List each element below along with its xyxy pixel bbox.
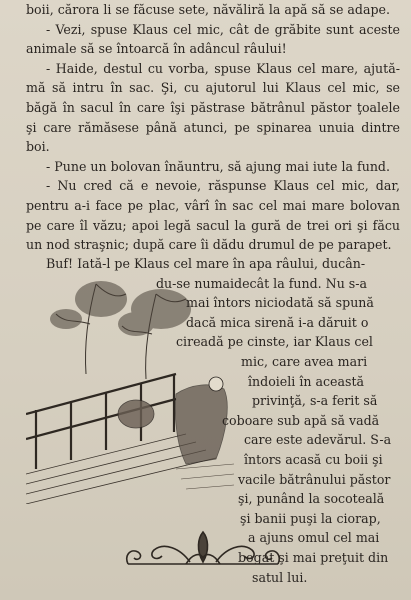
text-line: care este adevărul. S-a: [244, 432, 392, 448]
text-line: vacile bătrânului păstor: [238, 471, 391, 487]
text-line: satul lui.: [252, 569, 308, 585]
paragraph-4: - Pune un bolovan înăuntru, să ajung mai iute la fund.: [46, 158, 390, 174]
text-line: dacă mica sirenă i-a dăruit o: [186, 314, 369, 330]
text-line: şi, punând la socoteală: [238, 491, 385, 507]
body-text-top: [26, 0, 400, 255]
decorative-ornament: [120, 528, 286, 572]
text-line: întors acasă cu boii şi: [244, 451, 383, 467]
paragraph-3: - Haide, destul cu vorba, spuse Klaus cel mare, ajută-mă să intru în sac. Şi, cu ajutorul lui Klaus cel mic, se băgă în sacul în care îşi păstrase bătrânul păstor ţoalele şi care rămăsese până atunci, pe spinarea unuia dintre boi.: [26, 60, 400, 155]
text-line: mai întors niciodată să spună: [186, 295, 374, 311]
text-line: du-se numaidecât la fund. Nu s-a: [156, 275, 368, 291]
text-line: şi banii puşi la ciorap,: [240, 510, 381, 526]
illustrated-section: [26, 254, 400, 585]
text-line: bogat şi mai preţuit din: [238, 549, 389, 565]
text-line: îndoieli în această: [248, 373, 365, 389]
text-line: cireadă pe cinste, iar Klaus cel: [176, 334, 373, 350]
paragraph-2: - Vezi, spuse Klaus cel mic, cât de grăbite sunt aceste animale să se întoarcă în adâncul râului!: [26, 21, 400, 57]
paragraph-5: - Nu cred că e nevoie, răspunse Klaus cel mic, dar, pentru a-i face pe plac, vârî în sac cel mai mare bolovan pe care îl văzu; apoi legă sacul la gură de trei ori şi făcu un nod straşnic; după care îi dădu drumul de pe parapet.: [26, 178, 400, 253]
text-line: privinţă, s-a ferit să: [252, 393, 378, 409]
paragraph-1: boii, cărora li se făcuse sete, năvăliră la apă să se adape.: [26, 2, 391, 17]
text-line: coboare sub apă să vadă: [222, 412, 380, 428]
text-line: mic, care avea mari: [241, 353, 368, 369]
text-line: Buf! Iată-l pe Klaus cel mare în apa râului, ducân-: [46, 256, 366, 271]
text-line: a ajuns omul cel mai: [248, 530, 380, 546]
